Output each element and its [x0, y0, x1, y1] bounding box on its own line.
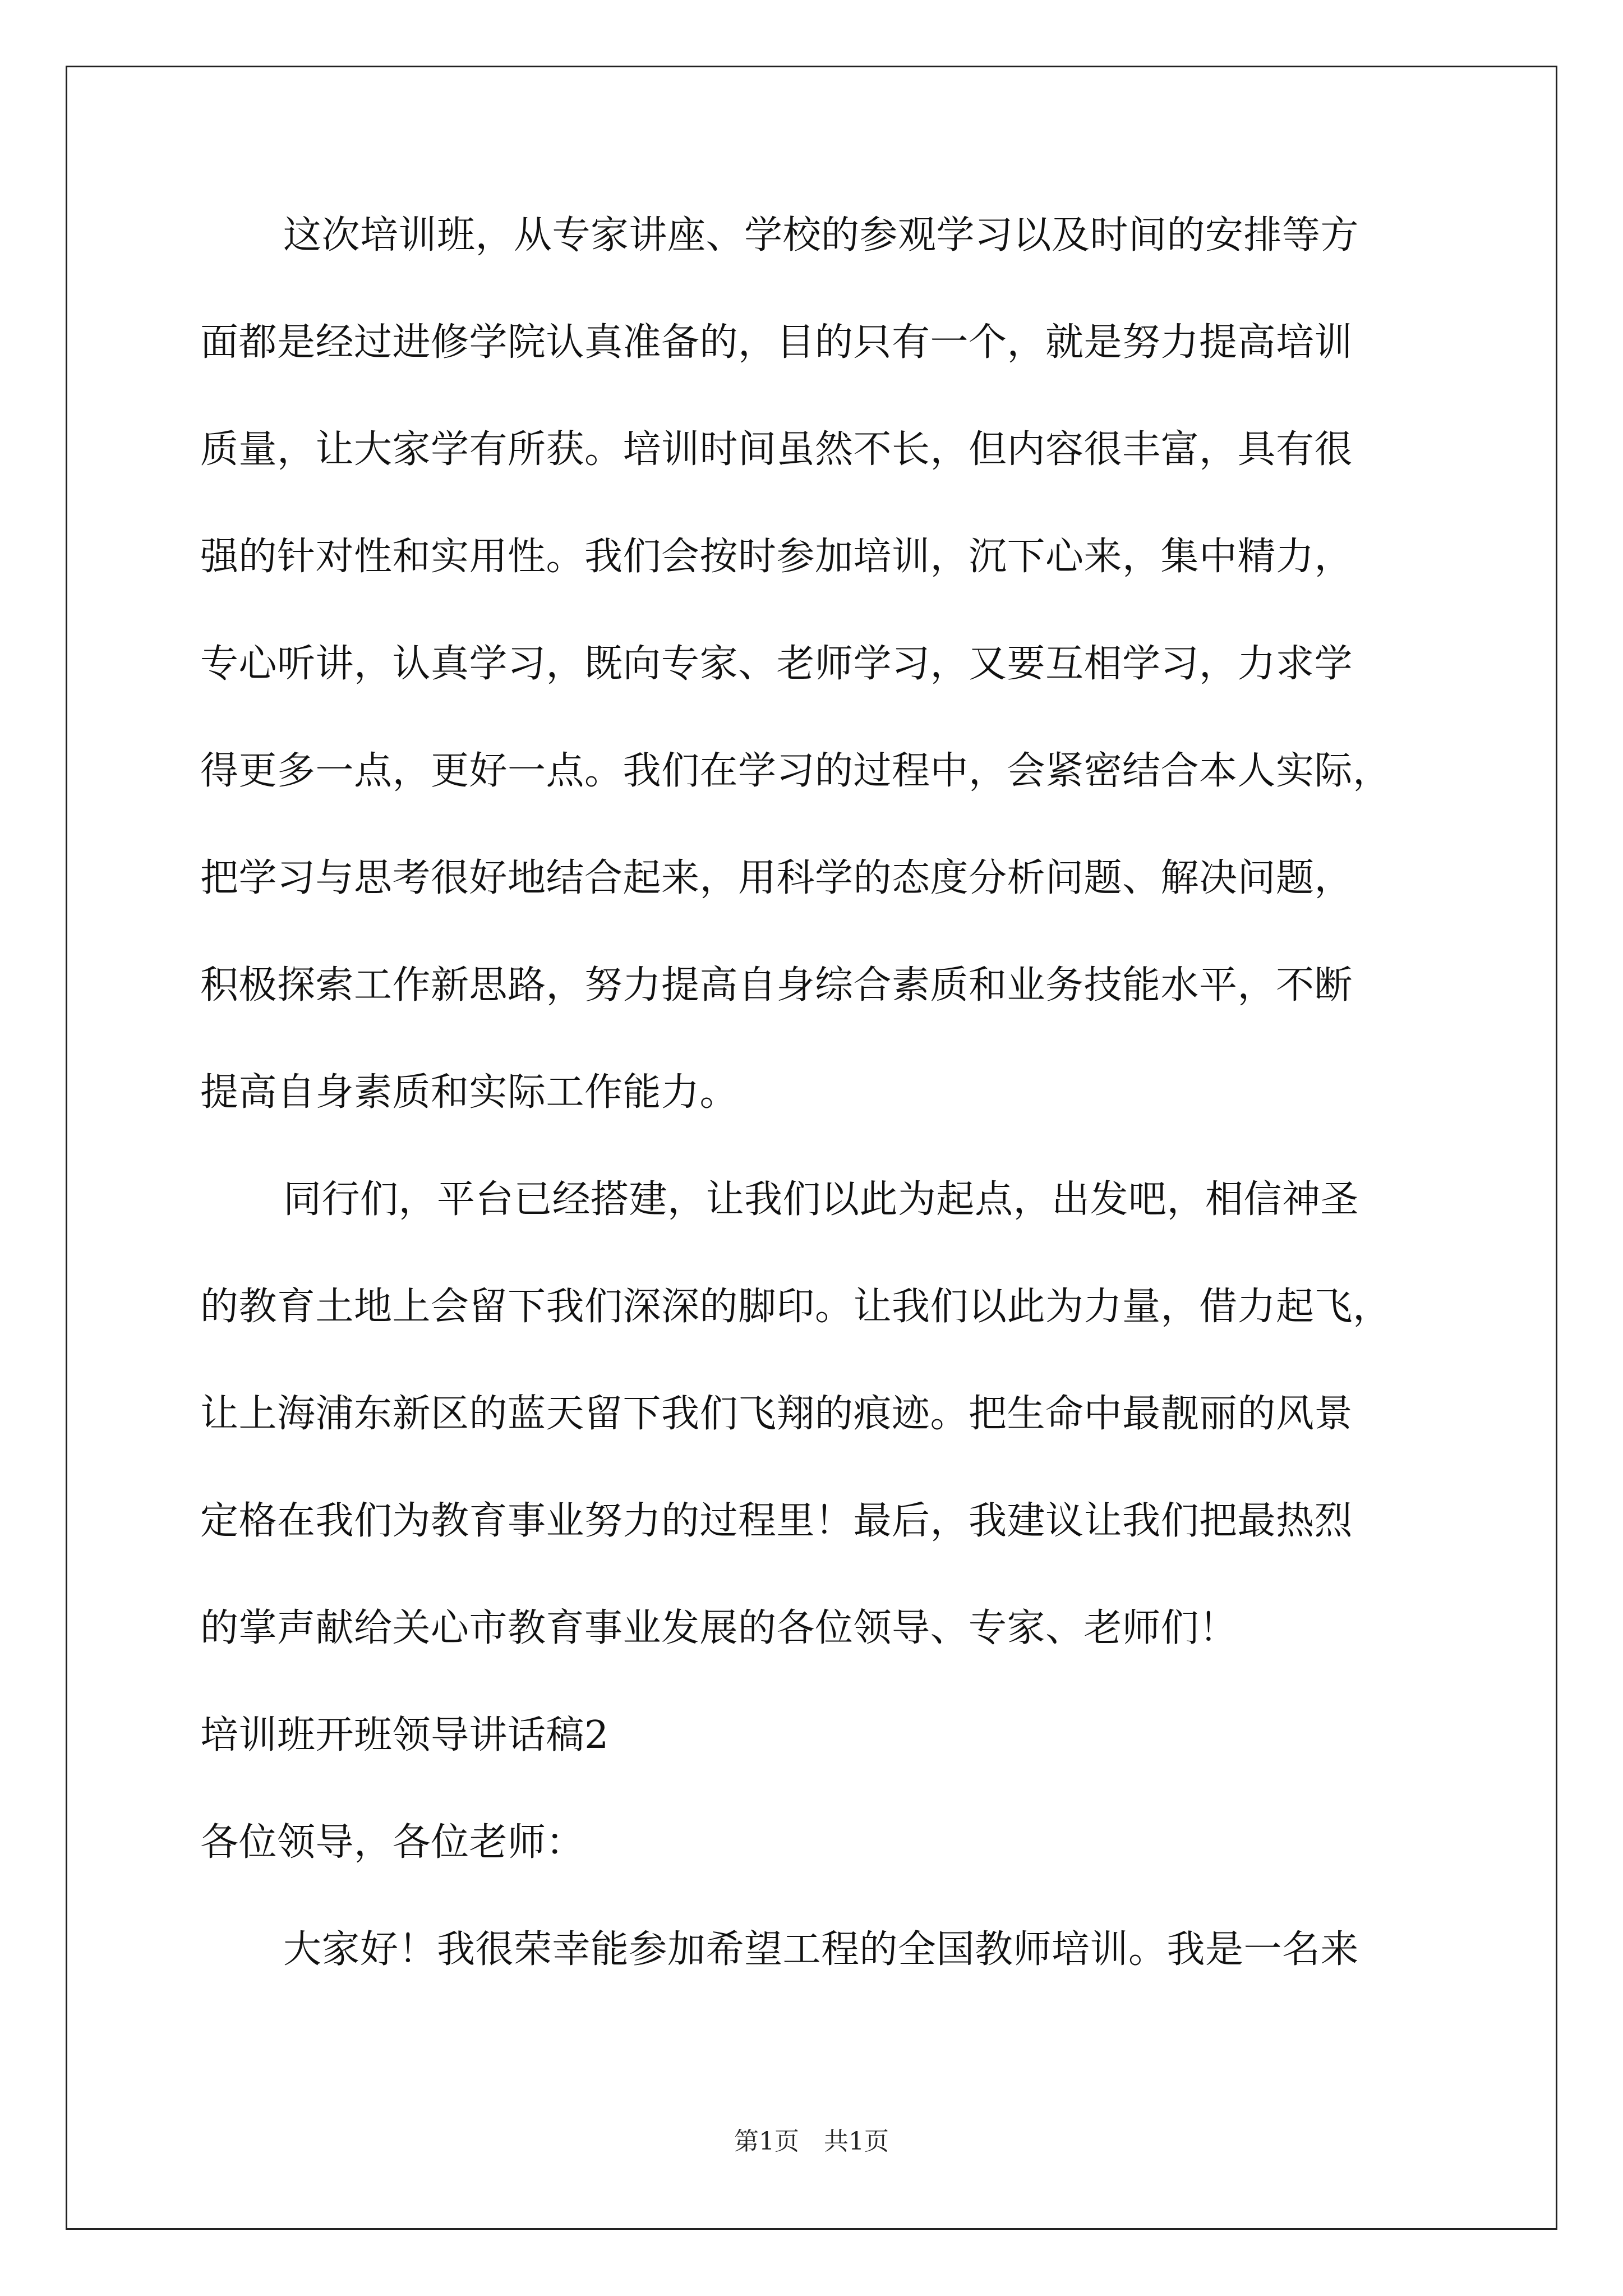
paragraph-1-line-6: 得更多一点，更好一点。我们在学习的过程中，会紧密结合本人实际，	[200, 749, 1391, 793]
salutation: 各位领导，各位老师：	[200, 1820, 585, 1865]
paragraph-2-line-2: 的教育土地上会留下我们深深的脚印。让我们以此为力量，借力起飞，	[200, 1285, 1391, 1329]
page-footer	[0, 2126, 1623, 2157]
paragraph-1-line-2: 面都是经过进修学院认真准备的，目的只有一个，就是努力提高培训	[200, 320, 1353, 365]
paragraph-1-line-3: 质量，让大家学有所获。培训时间虽然不长，但内容很丰富，具有很	[200, 427, 1353, 472]
paragraph-2-line-5: 的掌声献给关心市教育事业发展的各位领导、专家、老师们！	[200, 1606, 1238, 1650]
paragraph-1-line-8: 积极探索工作新思路，努力提高自身综合素质和业务技能水平，不断	[200, 963, 1353, 1007]
page-number-current: 第1页	[734, 2127, 799, 2156]
paragraph-1-line-4: 强的针对性和实用性。我们会按时参加培训，沉下心来，集中精力，	[200, 535, 1353, 579]
paragraph-3-line-1: 大家好！我很荣幸能参加希望工程的全国教师培训。我是一名来	[283, 1927, 1359, 1972]
section-title: 培训班开班领导讲话稿2	[200, 1713, 609, 1757]
paragraph-2-line-1: 同行们，平台已经搭建，让我们以此为起点，出发吧，相信神圣	[283, 1177, 1359, 1222]
paragraph-1-line-5: 专心听讲，认真学习，既向专家、老师学习，又要互相学习，力求学	[200, 642, 1353, 686]
paragraph-2-line-3: 让上海浦东新区的蓝天留下我们飞翔的痕迹。把生命中最靓丽的风景	[200, 1392, 1353, 1436]
paragraph-1-line-1: 这次培训班，从专家讲座、学校的参观学习以及时间的安排等方	[283, 213, 1359, 257]
paragraph-1-line-9: 提高自身素质和实际工作能力。	[200, 1070, 739, 1115]
page-number-total: 共1页	[824, 2127, 889, 2156]
paragraph-2-line-4: 定格在我们为教育事业努力的过程里！最后，我建议让我们把最热烈	[200, 1499, 1353, 1543]
page-border	[66, 66, 1557, 2230]
paragraph-1-line-7: 把学习与思考很好地结合起来，用科学的态度分析问题、解决问题，	[200, 856, 1353, 900]
